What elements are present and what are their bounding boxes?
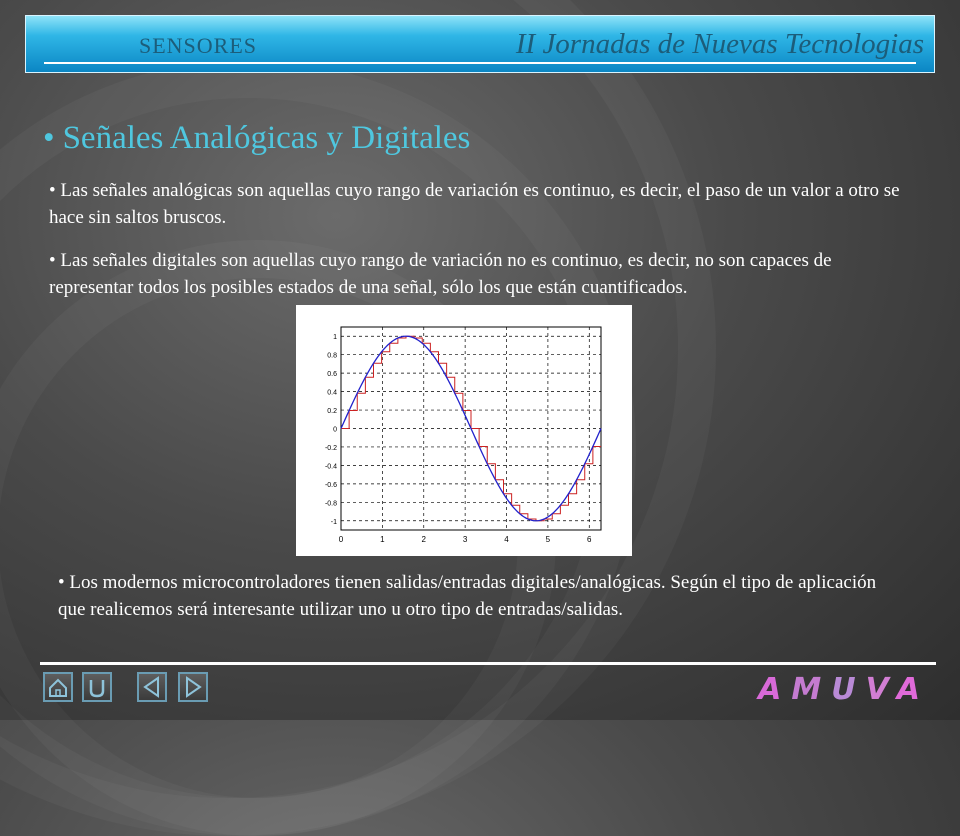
y-tick-label: -0.2 (324, 444, 337, 452)
logo-letter: U (831, 672, 866, 707)
title-bullet: • (43, 120, 55, 156)
chart-svg (296, 305, 632, 556)
amuva-logo (758, 672, 930, 707)
next-icon (180, 674, 206, 700)
y-tick-label: 0.8 (327, 352, 337, 360)
return-icon (84, 674, 110, 700)
slide-header (25, 15, 935, 73)
y-tick-label: -0.4 (324, 463, 337, 471)
x-tick-label: 6 (587, 535, 592, 544)
y-tick-label: 0.2 (327, 408, 337, 416)
y-tick-label: 1 (333, 334, 337, 342)
y-tick-label: -0.6 (324, 481, 337, 489)
paragraph-microcontrollers: • Los modernos microcontroladores tienen salidas/entradas digitales/analógicas. Según el tipo de aplicación que realicemos será interesante utilizar uno u otro tipo de entradas/salidas. (58, 572, 877, 620)
logo-letter: A (896, 672, 930, 707)
paragraph-digital: • Las señales digitales son aquellas cuyo rango de variación no es continuo, es decir, no son capaces de representar todos los posibles estados de una señal, sólo los que están cuantificados. (49, 250, 832, 298)
header-underline (44, 62, 916, 64)
x-tick-label: 2 (421, 535, 426, 544)
y-tick-label: 0.4 (327, 389, 337, 397)
home-icon (45, 674, 71, 700)
x-tick-label: 0 (338, 535, 344, 544)
y-tick-label: -0.8 (324, 500, 337, 508)
return-button[interactable] (82, 672, 112, 702)
previous-button[interactable] (137, 672, 167, 702)
y-tick-label: -1 (330, 518, 337, 526)
footer-divider (40, 662, 936, 665)
x-tick-label: 5 (545, 535, 551, 544)
y-tick-label: 0.6 (327, 371, 337, 379)
sine-chart (296, 305, 632, 556)
section-label: SENSORES (139, 33, 258, 58)
slide-title (43, 120, 470, 157)
x-tick-label: 1 (380, 535, 385, 544)
y-tick-label: 0 (333, 426, 337, 434)
paragraph-analog: • Las señales analógicas son aquellas cuyo rango de variación es continuo, es decir, el paso de un valor a otro se hace sin saltos bruscos. (49, 180, 900, 228)
x-tick-label: 4 (504, 535, 509, 544)
x-tick-label: 3 (462, 535, 468, 544)
logo-letter: M (791, 672, 832, 707)
header-title: II Jornadas de Nuevas Tecnologias (515, 28, 924, 60)
next-button[interactable] (178, 672, 208, 702)
previous-icon (139, 674, 165, 700)
home-button[interactable] (43, 672, 73, 702)
title-text: Señales Analógicas y Digitales (62, 120, 471, 156)
logo-letter: A (758, 672, 792, 707)
logo-letter: V (865, 672, 897, 707)
